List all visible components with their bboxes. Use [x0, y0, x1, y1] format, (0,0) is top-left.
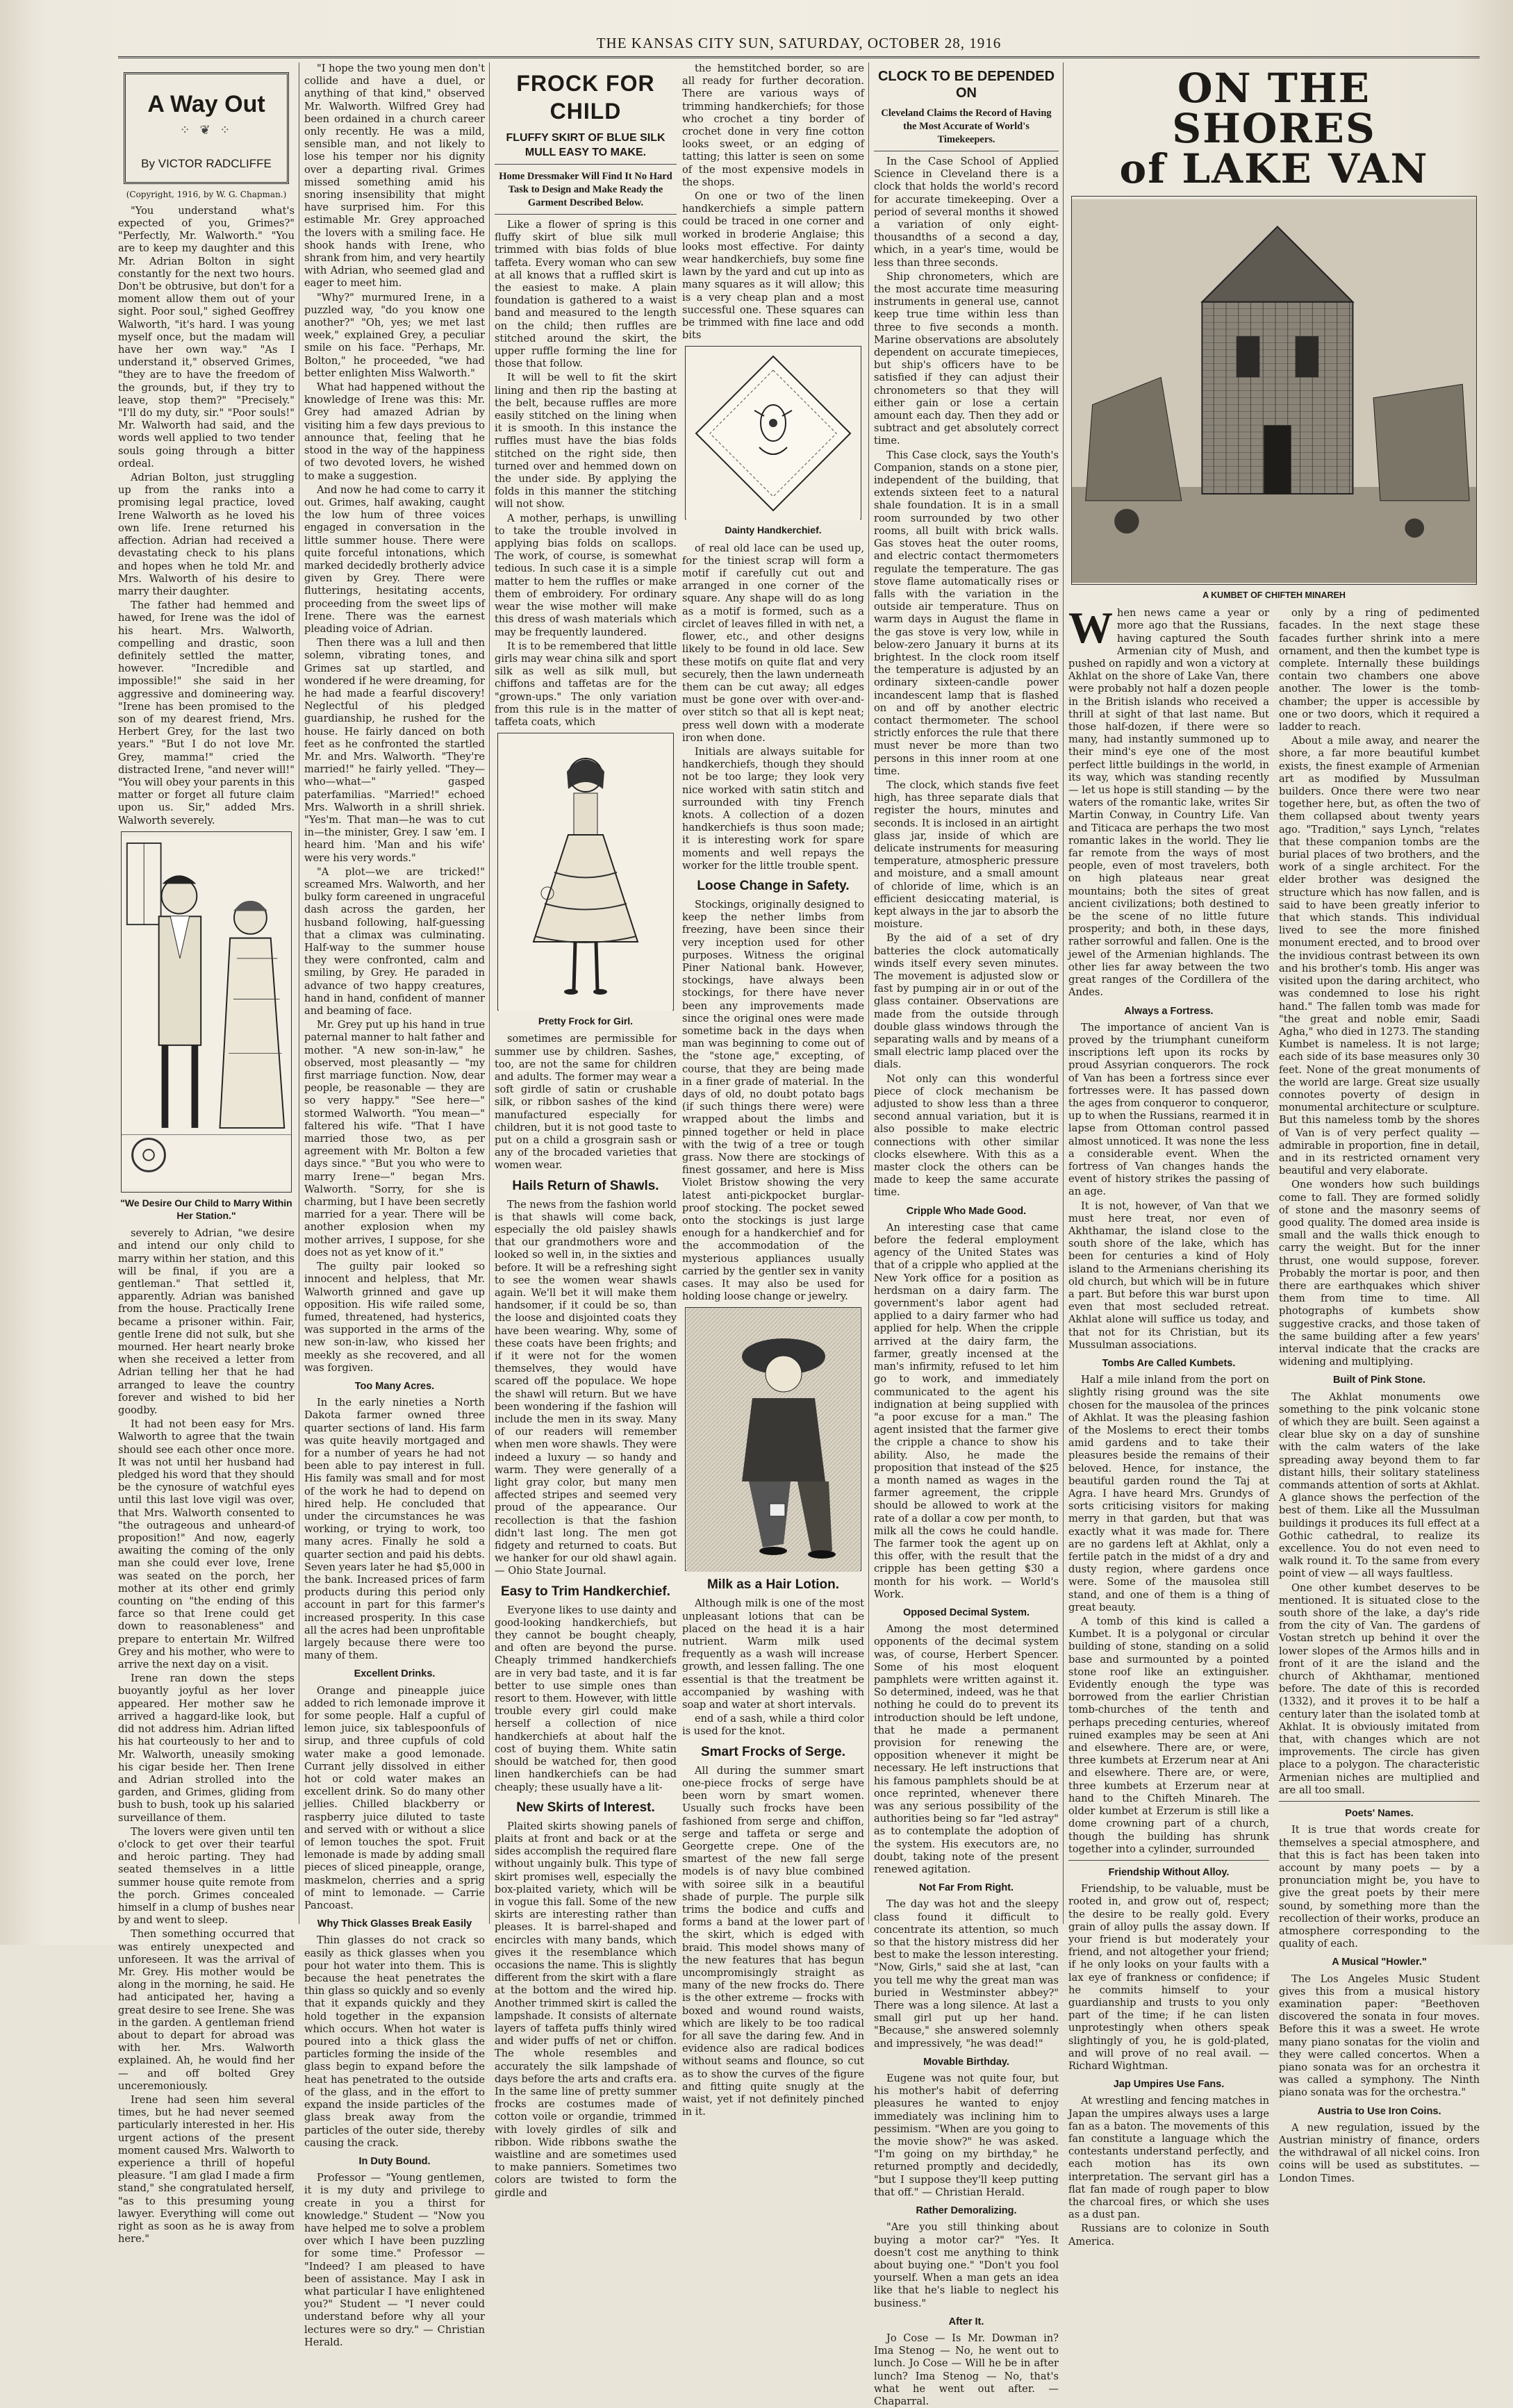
masthead-text: THE KANSAS CITY SUN, SATURDAY, OCTOBER 28, 1916 — [596, 35, 1002, 51]
article-paragraph: Eugene was not quite four, but his mother's habit of deferring pleasures he wanted to enjoy immediately was inclining him to pessimism. "When are you going to the movie show?" he was asked. "I'm going on my birthday," he returned promptly and decidedly, "but I suppose they'll keep putting that off." — Christian Herald. — [874, 2073, 1059, 2198]
article-heading: Jap Umpires Use Fans. — [1113, 2079, 1225, 2091]
article-paragraph: A new regulation, issued by the Austrian ministry of finance, orders the withdrawal of all nickel coins. Iron coins will be used as substitutes. — London Times. — [1279, 2121, 1480, 2184]
van-left-column — [1068, 603, 1269, 2250]
article-paragraph: An interesting case that came before the federal employment agency of the United States was that of a cripple who applied at the New York office for a position as herdsman on a dairy farm. The government's labor agent had applied to a dairy farmer who had applied for help. When the cripple arrived at the dairy farm, the farmer, greatly incensed at the man's infirmity, refused to let him go to work, and immediately communicated to the agent his indignation at being supplied with "a poor excuse for a man." The agent insisted that the farmer give the cripple a chance to show his ability. Also, he made the proposition that instead of the $25 a month named as wages in the farmer agreement, the cripple should be allowed to work at the rate of a dollar a cow per month, to milk all the cows he could handle. The farmer took the agent up on this offer, with the result that the cripple has been getting $30 a month for his work. — World's Work. — [874, 1221, 1059, 1600]
article-heading: Always a Fortress. — [1124, 1005, 1214, 1017]
van-two-columns — [1068, 603, 1480, 2250]
article-paragraph: The clock, which stands five feet high, has three separate dials that register the hours, minutes and seconds. It is inclosed in an airtight glass jar, inside of which are delicate instruments for measuring temperature, atmospheric pressure and moisture, and a small amount of chloride of lime, which is an efficient desiccating material, is kept always in the jar to absorb the moisture. — [874, 779, 1059, 931]
story-paragraph: The father had hemmed and hawed, for Irene was the idol of his heart. Mrs. Walworth, compelling and drastic, soon definitely settled the matter, however. "Incredible and impossible!" she said in her aggressive and domineering way. "Irene has been promised to the son of my dearest friend, Mrs. Herbert Grey, for the last two years." "But I do not love Mr. Grey, mamma!" cried the distracted Irene, "and never will!" "You will obey your parents in this matter or forget all future claim upon us. Sir," added Mrs. Walworth severely. — [118, 599, 295, 827]
article-heading: Austria to Use Iron Coins. — [1317, 2105, 1441, 2117]
story-paragraph: Irene ran down the steps buoyantly joyful as her lover appeared. Her mother saw he arrived a haggard-like look, but did not address him. Adrian lifted his hat courteously to her and to Mr. Walworth, uneasily smoking his cigar beside her. Then Irene and Adrian strolled into the garden, and Grimes, gliding from bush to bush, took up his salaried surveillance of them. — [118, 1672, 295, 1824]
article-heading: Cripple Who Made Good. — [906, 1205, 1027, 1217]
column-frock — [495, 63, 677, 2199]
kumbet-photo — [1071, 196, 1477, 585]
article-heading: A Musical "Howler." — [1332, 1957, 1427, 1968]
article-heading: Why Thick Glasses Break Easily — [317, 1918, 472, 1930]
frock-illustration — [497, 733, 674, 1011]
article-heading: Loose Change in Safety. — [697, 878, 850, 893]
article-paragraph: Friendship, to be valuable, must be rooted in, and grow out of, respect; the desire to be really gold. Every grain of alloy pulls the assay down. If your friend is but moderately your friend, and not altogether your friend; if he only looks on your faults with a lax eye of frankness or confidence; if he commits himself to your guardianship and trusts to you only part of the time; if he can listen unprotestingly when others speak slightingly of you, he is gold-plated, and will prove of no real avail. — Richard Wightman. — [1068, 1883, 1269, 2072]
article-paragraph: The day was hot and the sleepy class found it difficult to concentrate its attention, so much so that the history mistress did her best to make the lesson interesting. "Now, Girls," said she at last, "can you tell me why the great man was buried in Westminster abbey?" There was a long silence. At last a small girl put up her hand. "Because," she answered solemnly and impressively, "he was dead!" — [874, 1898, 1059, 2050]
story-paragraph: It had not been easy for Mrs. Walworth to agree that the twain should see each other once more. It was not until her husband had pledged his word that they should be the cynosure of watchful eyes until this last love vigil was over, that Mrs. Walworth consented to "the outrageous and unheard-of proposition!" And now, eagerly awaiting the coming of the only man she could ever love, Irene was seated on the porch, her mother at its other end grimly counting on "the ending of this farce so that Irene could get down to reasonableness" and prepare to entertain Mr. Wilfred Grey and his mother, who were to arrive the next day on a visit. — [118, 1418, 295, 1671]
story-paragraph: severely to Adrian, "we desire and intend our only child to marry within her station, and this will be final, if you are a gentleman." That settled it, apparently. Adrian was banished from the house. Practically Irene became a prisoner within. Fair, gentle Irene did not sulk, but she mourned. Her heart nearly broke when she received a letter from Adrian telling her that he had arranged to leave the country forever and wished to bid her goodby. — [118, 1227, 295, 1417]
article-paragraph: A tomb of this kind is called a Kumbet. It is a polygonal or circular building of stone, standing on a solid base and surmounted by a pointed stone roof like an extinguisher. Evidently enough the type was borrowed from the earlier Christian tomb-churches of the tenth and perhaps preceding centuries, whereof ruined examples may be seen at Ani and elsewhere. There are, or were, three kumbets at Erzerum near at Ani and elsewhere. There are, or were, three kumbets at Erzerum near at hand to the Chifteh Minareh. The older kumbet at Erzerum is still like a dome crowning part of a church, though the building has shrunk together into a cylinder, surrounded — [1068, 1616, 1269, 1855]
article-heading: Rather Demoralizing. — [916, 2205, 1017, 2217]
article-heading: Hails Return of Shawls. — [512, 1178, 659, 1193]
article-heading: Smart Frocks of Serge. — [700, 1744, 846, 1759]
article-heading: After It. — [948, 2316, 984, 2327]
story-title-box — [124, 72, 289, 184]
article-paragraph: Orange and pineapple juice added to rich lemonade improve it for some people. Half a cupful of lemon juice, six tablespoonfuls of sirup, and three cupfuls of cold water make a good lemonade. Currant jelly dissolved in either hot or cold water makes an excellent drink. So do many other jellies. Chilled blackberry or raspberry juice diluted to taste and served with or without a slice of lemon touches the spot. Fruit lemonade is made by adding small pieces of sliced pineapple, orange, maskmelon, cherries and a sprig of mint to lemonade. — Carrie Pancoast. — [304, 1684, 485, 1912]
article-paragraph: Stockings, originally designed to keep the nether limbs from freezing, have been since their very inception used for other purposes. Witness the original Piner National bank. However, stockings, have always been stockings, for there have never been any improvements made since the original ones were made sometime back in the days when man was beginning to come out of the "stone age," excepting, of course, that they are being made in a finer grade of material. In the days of old, no doubt potato bags (if such things there were) were wrapped about the limbs and pinned together or held in place with the twig of a tree or tough grass. Now there are stockings of finest gossamer, and here is Miss Violet Bristow showing the very latest anti-pickpocket burglar-proof stocking. The pocket sewed onto the stockings is just large enough for a handkerchief and for the accommodation of the mysterious appliances usually carried by the gentler sex in vanity cases. It may also be used for holding loose change or jewelry. — [682, 898, 864, 1303]
article-paragraph: Thin glasses do not crack so easily as thick glasses when you pour hot water into them. This is because the heat penetrates the thin glass so quickly and so evenly that it expands quickly and they hold together in the expansion which occurs. When hot water is poured into a thick glass the particles forming the inside of the glass begin to expand before the heat has penetrated to the outside of the glass, and in the effort to expand the inside particles of the glass break away from the particles of the outer side, thereby causing the crack. — [304, 1934, 485, 2149]
column-rule — [489, 63, 490, 1924]
story-paragraph: Then something occurred that was entirely unexpected and unforeseen. It was the arrival of Mr. Grey. His mother would be along in the morning, he said. He had anticipated her, having a great desire to see Irene. She was in the garden. A gentleman friend about to depart for abroad was with her. Mrs. Walworth explained. Ah, he would find her — and off bolted Grey unceremoniously. — [118, 1928, 295, 2092]
article-paragraph: Although milk is one of the most unpleasant lotions that can be placed on the head it is a hair nutrient. Warm milk used frequently as a wash will increase growth, and lessen falling. The one essential is that the treatment be accompanied by washing with soap and water at short intervals. — [682, 1597, 864, 1711]
article-paragraph: Among the most determined opponents of the decimal system was, of course, Herbert Spencer. Some of his most eloquent pamphlets were written against it. So determined, indeed, was he that nothing he could do to prevent its introduction should be left undone, that he made a permanent provision for renewing the opposition whenever it might be necessary. He left instructions that his famous pamphlets should be at once reprinted, whenever there was any serious possibility of the authorities being so far "led astray" as to contemplate the adoption of the system. His executors are, no doubt, taking note of the present renewed agitation. — [874, 1623, 1059, 1876]
story-paragraph: The guilty pair looked so innocent and helpless, that Mr. Walworth grinned and gave up opposition. His wife railed some, fumed, threatened, had hysterics, was supported in the arms of the new son-in-law, who kissed her meekly as she recovered, and all was forgiven. — [304, 1261, 485, 1374]
article-heading: Opposed Decimal System. — [902, 1606, 1030, 1618]
article-paragraph: sometimes are permissible for summer use by children. Sashes, too, are not the same for children and adults. The former may wear a soft girdle of satin or crushable silk, or ribbon sashes of the kind manufactured especially for children, but it is not good taste to put on a child a grosgrain sash or any of the brocaded varieties that women wear. — [495, 1033, 677, 1172]
article-paragraph: All during the summer smart one-piece frocks of serge have been worn by smart women. Usually such frocks have been fashioned from serge and chiffon, serge and taffeta or serge and Georgette crepe. One of the smartest of the new fall serge models is of navy blue combined with soiree silk in a beautiful shade of purple. The purple silk trims the bodice and cuffs and forms a band at the lower part of the skirt, which is edged with braid. This model shows many of the new features that has begun uncompromisingly straight as many of the new frocks do. There is the other extreme — frocks with boxed and wound round waists, which are likely to be too radical for all save the daring few. And in evidence also are radical bodices without seams and flounce, so cut as to show the curves of the figure and fitting quite snugly at the waist, yet if not definitely pinched in it. — [682, 1764, 864, 2118]
article-paragraph: At wrestling and fencing matches in Japan the umpires always uses a large fan as a baton. The movements of this fan constitute a language which the contestants understand perfectly, and each motion has its own interpretation. The servant girl has a flat fan made of rough paper to blow the charcoal fires, or which she uses as a dust pan. — [1068, 2095, 1269, 2221]
story-paragraph: Then there was a lull and then solemn, vibrating tones, and Grimes sat up startled, and wondered if he were dreaming, for he had made a fearful discovery! Neglectful of his pledged guardianship, he rushed for the house. He fairly danced on both feet as he confronted the startled Mr. and Mrs. Walworth. "They're married!" he fairly yelled. "They—who—what—" gasped paterfamilias. "Married!" echoed Mrs. Walworth in a shrill shriek. "Yes'm. That man—he was to cut in—the minister, Grey. I saw 'em. I heard him. 'Man and his wife' were his very words." — [304, 637, 485, 864]
frock-headline: FROCK FOR CHILD — [516, 71, 655, 124]
story-paragraph: Irene had seen him several times, but he had never seemed particularly interested in her. His urgent actions of the present moment caused Mrs. Walworth to experience a thrill of hopeful pleasure. "I am glad I made a firm stand," she congratulated herself, "as to this presuming young lawyer. Everything will come out right as soon as he is away from here." — [118, 2093, 295, 2245]
copyright-line: (Copyright, 1916, by W. G. Chapman.) — [126, 189, 287, 199]
article-paragraph: The importance of ancient Van is proved by the triumphant cuneiform inscriptions left upon its rocks by proud Assyrian conquerors. The rock of Van has been a fortress since ever fortresses were. It has passed down the ages from conqueror to conqueror, up to when the Russians, rearmed it in lapse from Ottoman control passed almost unnoticed. It was none the less a considerable event. When the fortress of Van changes hands the event of history strikes the passing of an age. — [1068, 1021, 1269, 1198]
column-story-continued — [304, 63, 485, 2348]
article-paragraph: "Are you still thinking about buying a motor car?" "Yes. It doesn't cost me anything to think about buying one." "Don't you fool yourself. When a man gets an idea like that he's liable to neglect his business." — [874, 2221, 1059, 2309]
story-paragraph: "A plot—we are tricked!" screamed Mrs. Walworth, and her bulky form careened in ungraceful dash across the garden, her husband following, half-guessing that a climax was culminating. Half-way to the summer house they were confronted, calm and smiling, by Grey. He paraded in advance of two happy creatures, hand in hand, confident of manner and beaming of face. — [304, 865, 485, 1018]
article-heading: Not Far From Right. — [918, 1882, 1014, 1894]
article-heading: Tombs Are Called Kumbets. — [1102, 1357, 1236, 1369]
frock-caption: Pretty Frock for Girl. — [538, 1015, 634, 1027]
clock-deck: Cleveland Claims the Record of Having the Most Accurate of World's Timekeepers. — [881, 108, 1052, 145]
article-paragraph: It will be well to fit the skirt lining and then rip the basting at the belt, because ruffles are more easily stitched on the lining when it is smooth. In this instance the ruffles must have the bias folds stitched on the right side, then turned over and hemmed down on the under side. By applying the folds in this manner the stitching will not show. — [495, 372, 677, 510]
van-headline-line2: of LAKE VAN — [1119, 145, 1429, 192]
article-paragraph: of real old lace can be used up, for the tiniest scrap will form a motif if carefully cut out and arranged in one corner of the square. Any shape will do as long as a motif is formed, such as a circlet of leaves filled in with net, a flower, etc., and other designs likely to be found in old lace. Sew these motifs on quite flat and very securely, then the lawn underneath them can be cut away; all edges must be gone over with over-and-over stitch so that all is kept neat; press well down with a moderate iron when done. — [682, 542, 864, 744]
article-paragraph: The Los Angeles Music Student gives this from a musical history examination paper: "Beethoven discovered the sonata in four moves. Before this it was a sweet. He wrote many piano sonatas for the violin and they were called concertos. When a piano sonata was for an orchestra it was called a symphony. The Ninth piano sonata was for the orchestra." — [1279, 1973, 1480, 2099]
story-paragraph: Adrian Bolton, just struggling up from the ranks into a promising legal practice, loved Irene Walworth as he loved his own life. Irene returned his affection. Adrian had received a devastating check to his plans and hopes when he told Mr. and Mrs. Walworth of his desire to marry their daughter. — [118, 472, 295, 597]
clock-headline: CLOCK TO BE DEPENDED ON — [877, 69, 1055, 101]
divider — [495, 214, 677, 215]
article-paragraph: A mother, perhaps, is unwilling to take the trouble involved in applying bias folds on scallops. The work, of course, is somewhat tedious. In such case it is a simple matter to hem the ruffles or make them of embroidery. For ordinary wear the wise mother will make this dress of wash materials which may be frequently laundered. — [495, 512, 677, 638]
illustration-caption: "We Desire Our Child to Marry Within Her Station." — [120, 1197, 292, 1221]
article-heading: Milk as a Hair Lotion. — [706, 1577, 840, 1593]
divider — [495, 164, 677, 165]
article-paragraph: Half a mile inland from the port on slightly rising ground was the site chosen for the mausolea of the princes of Akhlat. It was the pleasing fashion of the Moslems to erect their tombs amid gardens and to take their pleasures beside the remains of their beloved. Hence, for instance, the beautiful garden round the Taj at Agra. I have heard Mrs. Grundys of sorts criticising visitors for making merry in that garden, but that was exactly what it was made for. There are no gardens left at Akhlat, only a fertile patch in the midst of a dry and dusty region, where gardens once were. Some of the mausolea still stand, and one of them is a thing of great beauty. — [1068, 1374, 1269, 1613]
divider — [1279, 1801, 1480, 1802]
article-paragraph: Professor — "Young gentlemen, it is my duty and privilege to create in you a thirst for knowledge." Student — "Now you have helped me to solve a problem over which I have been puzzling for some time." Professor — "Indeed? I am pleased to have been of assistance. May I ask in what particular I have enlightened you?" Student — "I never could understand before why all your lectures were so dry." — Christian Herald. — [304, 2172, 485, 2348]
article-paragraph: Russians are to colonize in South America. — [1068, 2223, 1269, 2248]
story-paragraph: "You understand what's expected of you, Grimes?" "Perfectly, Mr. Walworth." "You are to keep my daughter and this Mr. Adrian Bolton in sight constantly for the next two hours. Don't be obtrusive, but don't for a moment allow them out of your sight. Poor soul," sighed Geoffrey Walworth, "it's hard. I was young myself once, but the madam will have her own way." "As I understand it," observed Grimes, "they are to have the freedom of the grounds, but, if they try to leave, stop them?" "Precisely." "I'll do my duty, sir." "Poor souls!" Mr. Walworth had said, and the words well applied to two tender souls going through a bitter ordeal. — [118, 204, 295, 470]
article-paragraph — [1068, 603, 1269, 999]
article-paragraph: One wonders how such buildings come to fall. They are formed solidly of stone and the masonry seems of good quality. The domed area inside is small and the walls thick enough to carry the weight. But for the inner thrust, one would suppose, forever. Probably the mortar is poor, and then there are earthquakes which shiver them from time to time. All photographs of kumbets show suggestive cracks, and those taken of the same building after a few years' interval indicate that the cracks are widening and multiplying. — [1279, 1179, 1480, 1368]
woman-stocking-drawing — [686, 1308, 861, 1572]
van-headline — [1068, 65, 1480, 192]
article-paragraph: In the early nineties a North Dakota farmer owned three quarter sections of land. His farm was quite heavily mortgaged and for a number of years he had not been able to pay interest in full. His family was small and for most of the work he had to depend on hired help. He concluded that under the circumstances he was working, or trying to work, too many acres. Finally he sold a quarter section and paid his debts. Seven years later he had $5,000 in the bank. Increased prices of farm products during this period only account in part for this farmer's increased prosperity. In this case all the acres had been unprofitable largely because there were too many of them. — [304, 1397, 485, 1662]
article-paragraph: This Case clock, says the Youth's Companion, stands on a stone pier, independent of the building, that extends sixteen feet to a natural shale foundation. It is in a small room surrounded by two other rooms, all built with brick walls. Gas stoves heat the outer rooms, and electric contact thermometers regulate the temperature. The gas stove flame automatically rises or falls with the variation in the outside air temperature. Thus on warm days in August the flame in the gas stove is very low, while in below-zero January it burns at its brightest. In the clock room itself the temperature is adjusted by an ordinary sixteen-candle power incandescent lamp that is flashed on and off by another electric contact thermometer. The school strictly enforces the rule that there must never be more than two persons in this inner room at one time. — [874, 449, 1059, 777]
article-paragraph: About a mile away, and nearer the shore, a far more beautiful kumbet exists, the finest example of Armenian art as modified by Mussulman builders. Once there were two near together here, but, as often the two of them collapsed about twenty years ago. "Tradition," says Lynch, "relates that these companion tombs are the burial places of two brothers, and the work of a single architect. For the elder brother was designed the structure which has now fallen, and is said to have been greatly inferior to that which stands. This individual lived to see the more finished monument erected, and to brood over the invidious contrast between its own and his brother's tomb. His anger was visited upon the daring architect, who was condemned to lose his right hand." The fallen tomb was made for "the great and noble emir, Saadi Agha," who died in 1273. The standing Kumbet is nameless. It is not large; each side of its base measures only 30 feet. None of the great monuments of the world are large. Great size usually connotes poverty of design in monumental architecture or sculpture. But this nameless tomb by the shores of Van is of very perfect quality — admirable in proportion, fine in detail, and in its restricted ornament very beautiful and very elaborate. — [1279, 735, 1480, 1177]
article-paragraph: The news from the fashion world is that shawls will come back, especially the old paisley shawls that our grandmothers wore and looked so well in, in the sixties and before. It will be a refreshing sight to see the women wear shawls again. We'll bet it will make them handsomer, if it could be so, than the loose and disjointed coats they have been wearing. Why, some of these coats have been frights; and if it were not for the women themselves, they would have scared off the populace. We hope the shawl will return. But we have been wondering if the fashion will include the men in its sway. Many of our readers will remember when men wore shawls. They were indeed a luxury — so handy and warm. They were generally of a light gray color, but many men affected stripes and seemed very proud of the appearance. Our recollection is that the fashion didn't last long. The men got fidgety and returned to coats. But we hanker for our old shawl again. — Ohio State Journal. — [495, 1198, 677, 1577]
column-a-way-out — [118, 63, 295, 2245]
article-paragraph: Like a flower of spring is this fluffy skirt of blue silk mull trimmed with bias folds of blue taffeta. Every woman who can sew at all knows that a ruffled skirt is the easiest to make. A plain foundation is gathered to a waist band and measured to the length on the child; then ruffles are stitched around the skirt, the upper ruffle forming the line for those that follow. — [495, 219, 677, 370]
article-paragraph: In the Case School of Applied Science in Cleveland there is a clock that holds the world's record for accurate timekeeping. Over a period of several months it showed a variation of only eight-thousandths of a second a day, which, in a year's time, would be less than three seconds. — [874, 156, 1059, 269]
ornament: ⁘ ❦ ⁘ — [179, 123, 233, 138]
story-paragraph: And now he had come to carry it out. Grimes, half awaking, caught the low hum of three voices engaged in conversation in the little summer house. There were quite forceful intonations, which marked decidedly brotherly advice given by Grey. There were flutterings, hesitating accents, proceeding from the sweet lips of Irene. There was the earnest pleading voice of Adrian. — [304, 483, 485, 635]
frock-deck: Home Dressmaker Will Find It No Hard Task to Design and Make Ready the Garment Described Below. — [499, 171, 672, 208]
article-heading: In Duty Bound. — [358, 2155, 431, 2167]
divider — [1068, 1860, 1269, 1861]
handkerchief-caption: Dainty Handkerchief. — [725, 524, 822, 536]
article-paragraph: The Akhlat monuments owe something to the pink volcanic stone of which they are built. Seen against a clear blue sky on a day of sunshine with the calm waters of the lake spreading away beyond them to far distant hills, their solitary stateliness commands attention of sorts at Akhlat. A glance shows the perfection of the best of them. Like all the Mussulman buildings it produces its full effect at a Gothic cathedral, to realize its excellence. You do not even need to walk round it. To the same from every point of view — all ways faultless. — [1279, 1390, 1480, 1580]
article-paragraph: By the aid of a set of dry batteries the clock automatically winds itself every seven minutes. The movement is adjusted slow or fast by pumping air in or out of the glass container. Observations are made from the outside through double glass windows through the separating walls and by means of a small electric lamp placed over the dials. — [874, 932, 1059, 1071]
article-heading: Excellent Drinks. — [354, 1668, 436, 1680]
story-illustration — [121, 831, 292, 1193]
masthead — [118, 31, 1480, 58]
article-paragraph: Jo Cose — Is Mr. Dowman in? Ima Stenog — No, he went out to lunch. Jo Cose — Will he be in after lunch? Ima Stenog — No, that's what he went out after. — Chaparral. — [874, 2332, 1059, 2407]
kumbet-caption: A KUMBET OF CHIFTEH MINAREH — [1202, 590, 1346, 600]
family-drawing — [122, 832, 291, 1193]
column-handkerchief — [682, 63, 864, 2118]
column-lake-van — [1068, 63, 1480, 2248]
column-rule — [1063, 63, 1064, 1924]
article-paragraph: Ship chronometers, which are the most accurate time measuring instruments in general use, cannot keep true time within less than three to five seconds a month. Marine observations are absolutely dependent on accurate timepieces, but ship's officers have to be satisfied if they can adjust their chronometers so that they will either gain or lose a certain amount each day. Then they add or subtract and get absolutely correct time. — [874, 270, 1059, 447]
story-paragraph: "Why?" murmured Irene, in a puzzled way, "do you know one another?" "Oh, yes; we met last week," explained Grey, a peculiar smile on his face. "Perhaps, Mr. Bolton," he proceeded, "we had better enlighten Miss Walworth." — [304, 291, 485, 379]
van-right-column — [1279, 607, 1480, 2250]
article-paragraph: Initials are always suitable for handkerchiefs, though they should not be too large; they look very nice worked with satin stitch and surrounded with tiny French knots. A collection of a dozen handkerchiefs is thus soon made; it is interesting work for spare moments and well repays the worker for the little trouble spent. — [682, 745, 864, 872]
story-paragraph: Mr. Grey put up his hand in true paternal manner to halt father and mother. "A new son-in-law," he observed, most pleasantly — "my first marriage function. Now, dear people, be reasonable — they are so very happy." "See here—" stormed Walworth. "You mean—" faltered his wife. "That I have married those two, as per agreement with Mr. Bolton a few days since." "But you who were to marry Irene—" began Mrs. Walworth. "Sorry, for she is charming, but I have been secretly married for a year. There will be another explosion when my mother arrives, I suppose, for she does not as yet know of it." — [304, 1019, 485, 1259]
frock-subhead: FLUFFY SKIRT OF BLUE SILK MULL EASY TO MAKE. — [506, 132, 665, 158]
article-heading: Friendship Without Alloy. — [1108, 1866, 1230, 1878]
article-paragraph: end of a sash, while a third color is used for the knot. — [682, 1713, 864, 1738]
article-heading: New Skirts of Interest. — [516, 1800, 655, 1815]
article-paragraph: It is not, however, of Van that we must here treat, nor even of Akhthamar, the island close to the south shore of the lake, which has been for centuries a kind of Holy island to the Armenians cherishing its old church, but which will be in future a part. But before this war burst upon even that most secluded retreat. Akhlat alone will suffice us today, and that not for its Christian, but its Mussulman associations. — [1068, 1199, 1269, 1351]
article-paragraph: Everyone likes to use dainty and good-looking handkerchiefs, but they cannot be bought cheaply, and often are beyond the purse. Cheaply trimmed handkerchiefs are in very bad taste, and it is far better to use simple ones than resort to them. However, with little trouble every girl could make herself a collection of nice handkerchiefs at about half the cost of buying them. White satin should be watched for, then good linen handkerchiefs can be had cheaply; these usually have a lit- — [495, 1604, 677, 1793]
article-heading: Easy to Trim Handkerchief. — [501, 1584, 670, 1599]
byline: By VICTOR RADCLIFFE — [141, 157, 272, 171]
story-paragraph: The lovers were given until ten o'clock to get over their tearful and heroic parting. They had seated themselves in a little summer house quite remote from the porch. Grimes concealed himself in a clump of bushes near by and went to sleep. — [118, 1825, 295, 1927]
article-heading: Built of Pink Stone. — [1333, 1375, 1425, 1386]
column-clock — [874, 63, 1059, 2407]
kumbet-drawing — [1072, 197, 1476, 586]
handkerchief-drawing — [686, 347, 861, 520]
van-lead: hen news came a year or more ago that the Russians, having captured the South Armenian city of Mush, and pushed on rapidly and won a victory at Akhlat on the shore of Lake Van, there were probably not half a dozen people in the British islands who received a thrill at sight of that last name. But those half-dozen, if there were so many, had instantly summoned up to their mind's eye one of the most perfect little buildings in the world, in its way, which was standing recently — let us hope is still standing — by the waters of the romantic lake, writes Sir Martin Conway, in Country Life. Van and Titicaca are perhaps the two most romantic lakes in the world. They lie far remote from the ways of most people, even of most travelers, both on high plateaus near great mountains; both the sites of great ancient civilizations; both destined to be the scene of no little future prosperity; and both, in these days, rather sorrowful and fallen. One is the jewel of the Armenian highlands. The other lies far away between the two great ranges of the Cordillera of the Andes. — [1068, 607, 1269, 999]
article-heading: Movable Birthday. — [923, 2056, 1009, 2068]
article-paragraph: It is to be remembered that little girls may wear china silk and sport silk as well as silk mull, but chiffons and taffetas are for the "grown-ups." The only variation from this rule is in the matter of taffeta coats, which — [495, 640, 677, 728]
column-rule — [868, 63, 869, 1924]
article-paragraph: only by a ring of pedimented facades. In the next stage these facades further shrink into a mere ornament, and then the kumbet type is complete. Internally these buildings contain two chambers one above another. The lower is the tomb-chamber; the upper is accessible by one or two doors, which it required a ladder to reach. — [1279, 607, 1480, 733]
story-paragraph: What had happened without the knowledge of Irene was this: Mr. Grey had amazed Adrian by visiting him a few days previous to announce that, feeling that he stood in the way of the happiness of two devoted lovers, he wished to make a suggestion. — [304, 381, 485, 482]
article-paragraph: Plaited skirts showing panels of plaits at front and back or at the sides accomplish the required flare without ungainly bulk. This type of skirt promises well, especially the box-plaited variety, which will be in vogue this fall. Some of the new skirts are interesting rather than pleases. It is barrel-shaped and encircles with many bands, which gives it the resemblance which occasions the name. This is slightly different from the skirt with a flare at the bottom and the wired hip. Another trimmed skirt is called the lampshade. It consists of alternate layers of taffeta puffs thinly wired and wider puffs of net or chiffon. The whole resembles and accurately the silk lampshade of days before the arts and crafts era. In the same line of pretty summer frocks are costumes made of cotton voile or organdie, trimmed with lovely girdles of silk and ribbon. Wide ribbons swathe the waistline and are sometimes used to make panniers. Sometimes two colors are twisted to form the girdle and — [495, 1820, 677, 2199]
handkerchief-illustration — [685, 346, 861, 520]
article-heading: Poets' Names. — [1345, 1808, 1414, 1820]
story-title: A Way Out — [147, 91, 265, 117]
stocking-photo — [685, 1307, 861, 1571]
article-paragraph: One other kumbet deserves to be mentioned. It is situated close to the south shore of the lake, a day's ride from the city of Van. The gardens of Vostan stretch up behind it over the lower slopes of the Armos hills and in front of it are the island and the church of Akhthamar, mentioned before. The date of this is recorded (1332), and it proves it to be half a century later than the isolated tomb at Akhlat. It is obviously imitated from that, with changes which are not improvements. The circle has given place to a polygon. The characteristic Armenian niches are multiplied and are all too small. — [1279, 1581, 1480, 1796]
van-headline-line1: ON THE SHORES — [1172, 65, 1376, 152]
article-paragraph: On one or two of the linen handkerchiefs a simple pattern could be traced in one corner and worked in broderie Anglaise; this looks most effective. For dainty wear handkerchiefs, buy some fine lawn by the yard and cut up into as many squares as it will allow; this is a very cheap plan and a most successful one. These squares can be trimmed with fine lace and odd bits — [682, 190, 864, 342]
article-paragraph: Not only can this wonderful piece of clock mechanism be adjusted to show less than a three second annual variation, but it is also possible to make electric connections with other similar clocks elsewhere. With this as a master clock the others can be made to keep the same accurate time. — [874, 1072, 1059, 1199]
article-paragraph: It is true that words create for themselves a special atmosphere, and that this is fact has been taken into account by many poets — by a pronunciation might be, you have to give the great poets by their mere sound, by something more than the recollection of their works, produce an atmosphere corresponding to the quality of each. — [1279, 1824, 1480, 1950]
girl-dress-drawing — [498, 733, 673, 1011]
article-paragraph: the hemstitched border, so are all ready for further decoration. There are various ways of trimming handkerchiefs; for those who crochet a tiny border of crochet done in very fine cotton looks sweet, or an edging of tatting; this latter is seen on some of the most expensive models in the shops. — [682, 63, 864, 188]
story-paragraph: "I hope the two young men don't collide and have a duel, or anything of that kind," observed Mr. Walworth. Wilfred Grey had been ordained in a church career only recently. He was a mild, sensible man, and not likely to lose his temper nor his dignity over a departing rival. Grimes missed something amid his snoring insensibility that might have surprised him. For this estimable Mr. Grey approached the lovers with a smiling face. He shook hands with Irene, who shrank from him, and very heartily with Adrian, who seemed glad and eager to meet him. — [304, 63, 485, 290]
article-heading: Too Many Acres. — [354, 1380, 435, 1392]
drop-cap: W — [1068, 603, 1113, 653]
